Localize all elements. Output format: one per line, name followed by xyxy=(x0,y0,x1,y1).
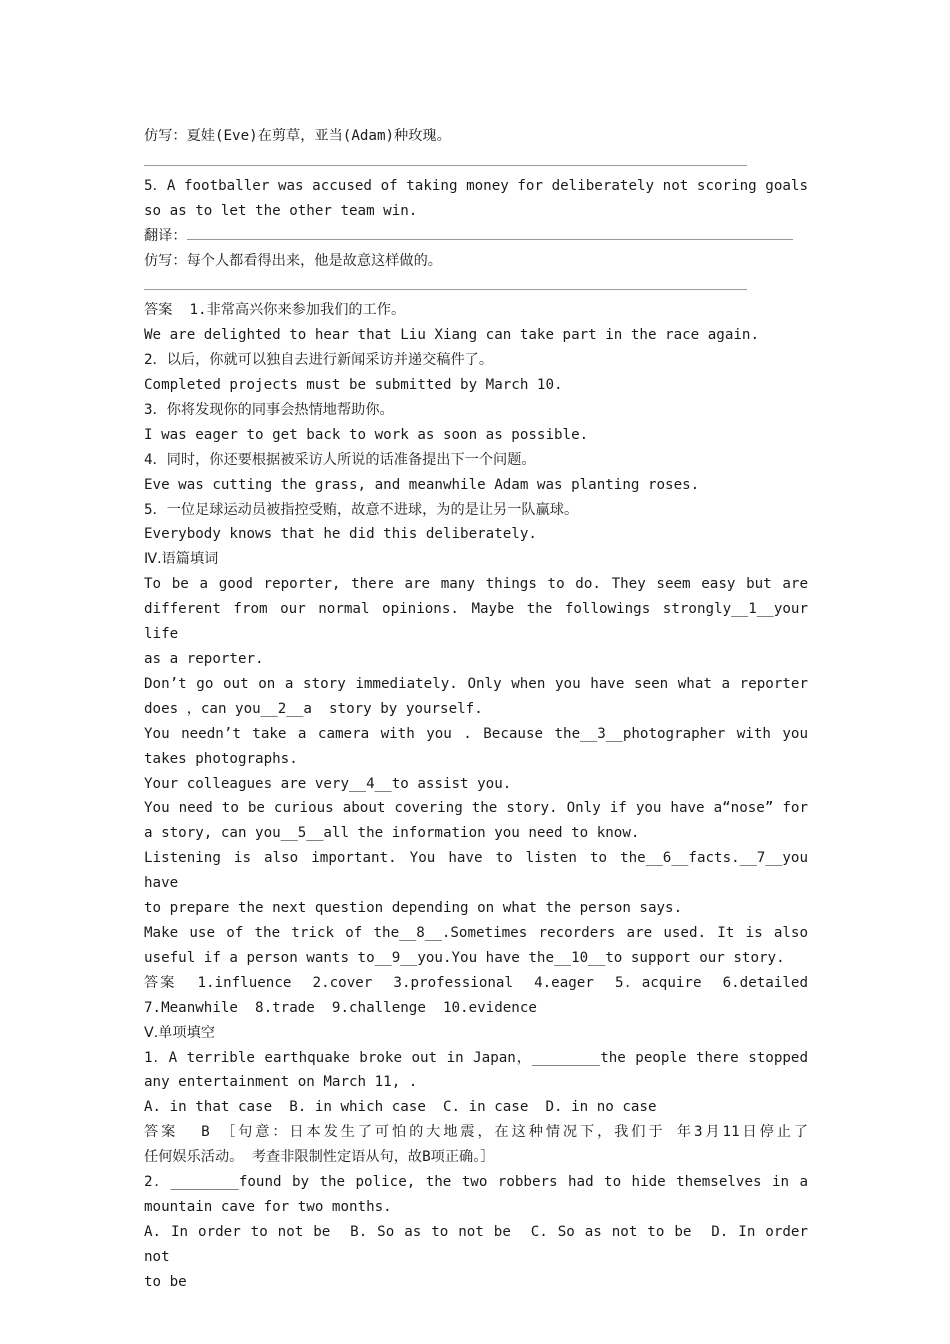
text-line-content: takes photographs. xyxy=(144,750,298,767)
text-line xyxy=(144,747,808,772)
text-line xyxy=(144,921,808,946)
text-line xyxy=(144,124,808,149)
text-line xyxy=(144,846,817,896)
answer-blank-line xyxy=(144,149,808,174)
text-line xyxy=(144,772,808,797)
translation-blank-line xyxy=(187,224,793,240)
text-line-content: 4．同时，你还要根据被采访人所说的话准备提出下一个问题。 xyxy=(144,451,536,468)
document-page xyxy=(144,124,817,1295)
text-line-content: I was eager to get back to work as soon as possible. xyxy=(144,426,589,443)
text-line-content: A. In order to not be B. So as to not be C. So as not to be D. In order not xyxy=(144,1223,817,1265)
text-line xyxy=(144,373,808,398)
text-line xyxy=(144,697,808,722)
text-line xyxy=(144,722,808,747)
text-line xyxy=(144,1046,808,1071)
text-line xyxy=(144,896,808,921)
text-line-content: Everybody knows that he did this deliberately. xyxy=(144,526,537,543)
text-line-content: 1．A terrible earthquake broke out in Japan，________the people there stopped xyxy=(144,1049,808,1066)
text-line-content: 翻译： xyxy=(144,227,187,244)
text-line xyxy=(144,1270,808,1295)
text-line xyxy=(144,1070,808,1095)
text-line xyxy=(144,1120,808,1145)
text-line xyxy=(144,423,808,448)
text-line-content: Ⅴ.单项填空 xyxy=(144,1024,215,1041)
text-line-content: any entertainment on March 11, . xyxy=(144,1074,418,1091)
text-line xyxy=(144,398,808,423)
text-line-content: You need to be curious about covering the story. Only if you have a“nose” for xyxy=(144,800,808,817)
text-line xyxy=(144,647,808,672)
text-line xyxy=(144,971,808,996)
text-line xyxy=(144,224,808,249)
text-line-content: Listening is also important. You have to listen to the__6__facts.__7__you have xyxy=(144,850,817,892)
section-heading xyxy=(144,547,808,572)
text-line-content: 仿写：每个人都看得出来，他是故意这样做的。 xyxy=(144,252,442,269)
text-line xyxy=(144,672,808,697)
text-line xyxy=(144,796,808,821)
text-line xyxy=(144,946,808,971)
text-line xyxy=(144,199,808,224)
text-line-content: Completed projects must be submitted by March 10. xyxy=(144,377,563,394)
text-line-content: 任何娱乐活动。 考查非限制性定语从句，故B项正确。］ xyxy=(144,1149,495,1166)
section-heading xyxy=(144,1021,808,1046)
text-line-content: 7.Meanwhile 8.trade 9.challenge 10.evidence xyxy=(144,999,537,1016)
text-line xyxy=(144,572,808,597)
text-line-content: Make use of the trick of the__8__.Sometimes recorders are used. It is also xyxy=(144,924,808,941)
text-line-content: Eve was cutting the grass, and meanwhile Adam was planting roses. xyxy=(144,476,700,493)
text-line-content: A. in that case B. in which case C. in case D. in no case xyxy=(144,1099,657,1116)
text-line xyxy=(144,1220,817,1270)
text-line-content: 3．你将发现你的同事会热情地帮助你。 xyxy=(144,401,394,418)
text-line-content: as a reporter. xyxy=(144,651,264,667)
text-line-content: 2．________found by the police, the two robbers had to hide themselves in a xyxy=(144,1174,808,1191)
text-line-content: to prepare the next question depending on what the person says. xyxy=(144,900,683,917)
text-line xyxy=(144,448,808,473)
text-line xyxy=(144,174,808,199)
text-line xyxy=(144,1145,808,1170)
text-line xyxy=(144,597,817,647)
text-line-content: You needn’t take a camera with you . Because the__3__photographer with you xyxy=(144,725,808,742)
text-line-content: 5．A footballer was accused of taking money for deliberately not scoring goals xyxy=(144,177,808,194)
text-line-content: useful if a person wants to__9__you.You have the__10__to support our story. xyxy=(144,949,785,966)
text-line-content: different from our normal opinions. Maybe the followings strongly__1__your life xyxy=(144,601,817,643)
text-line-content: Your colleagues are very__4__to assist you. xyxy=(144,775,512,792)
text-line xyxy=(144,1195,808,1220)
text-line xyxy=(144,323,808,348)
text-line-content: We are delighted to hear that Liu Xiang can take part in the race again. xyxy=(144,327,759,344)
text-line-content: 答案 1.influence 2.cover 3.professional 4.eager 5．acquire 6.detailed xyxy=(144,974,808,991)
text-line-content: 仿写：夏娃(Eve)在剪草，亚当(Adam)种玫瑰。 xyxy=(144,128,451,144)
text-line xyxy=(144,996,808,1021)
text-line xyxy=(144,498,808,523)
text-line-content: a story, can you__5__all the information you need to know. xyxy=(144,825,640,842)
text-line-content: Don’t go out on a story immediately. Only when you have seen what a reporter xyxy=(144,675,808,692)
text-line xyxy=(144,821,808,846)
text-line xyxy=(144,1095,808,1120)
text-line xyxy=(144,249,808,274)
text-line-content: does ，can you__2__a story by yourself. xyxy=(144,700,483,717)
text-line xyxy=(144,1170,808,1195)
text-line xyxy=(144,522,808,547)
text-line-content: 2．以后，你就可以独自去进行新闻采访并递交稿件了。 xyxy=(144,352,494,369)
text-line-content: mountain cave for two months. xyxy=(144,1198,392,1215)
text-line-content: to be xyxy=(144,1273,187,1290)
text-line-content: 5．一位足球运动员被指控受贿，故意不进球，为的是让另一队赢球。 xyxy=(144,501,579,518)
text-line xyxy=(144,298,808,323)
text-line xyxy=(144,473,808,498)
text-line-content: 答案 1.非常高兴你来参加我们的工作。 xyxy=(144,302,406,319)
text-line-content: 答案 B ［句意：日本发生了可怕的大地震，在这种情况下，我们于 年3月11日停止了 xyxy=(144,1124,808,1141)
answer-blank-line xyxy=(144,273,808,298)
text-line-content: To be a good reporter, there are many things to do. They seem easy but are xyxy=(144,576,808,593)
text-line-content: Ⅳ.语篇填词 xyxy=(144,551,219,568)
text-line-content: so as to let the other team win. xyxy=(144,202,418,219)
text-line xyxy=(144,348,808,373)
